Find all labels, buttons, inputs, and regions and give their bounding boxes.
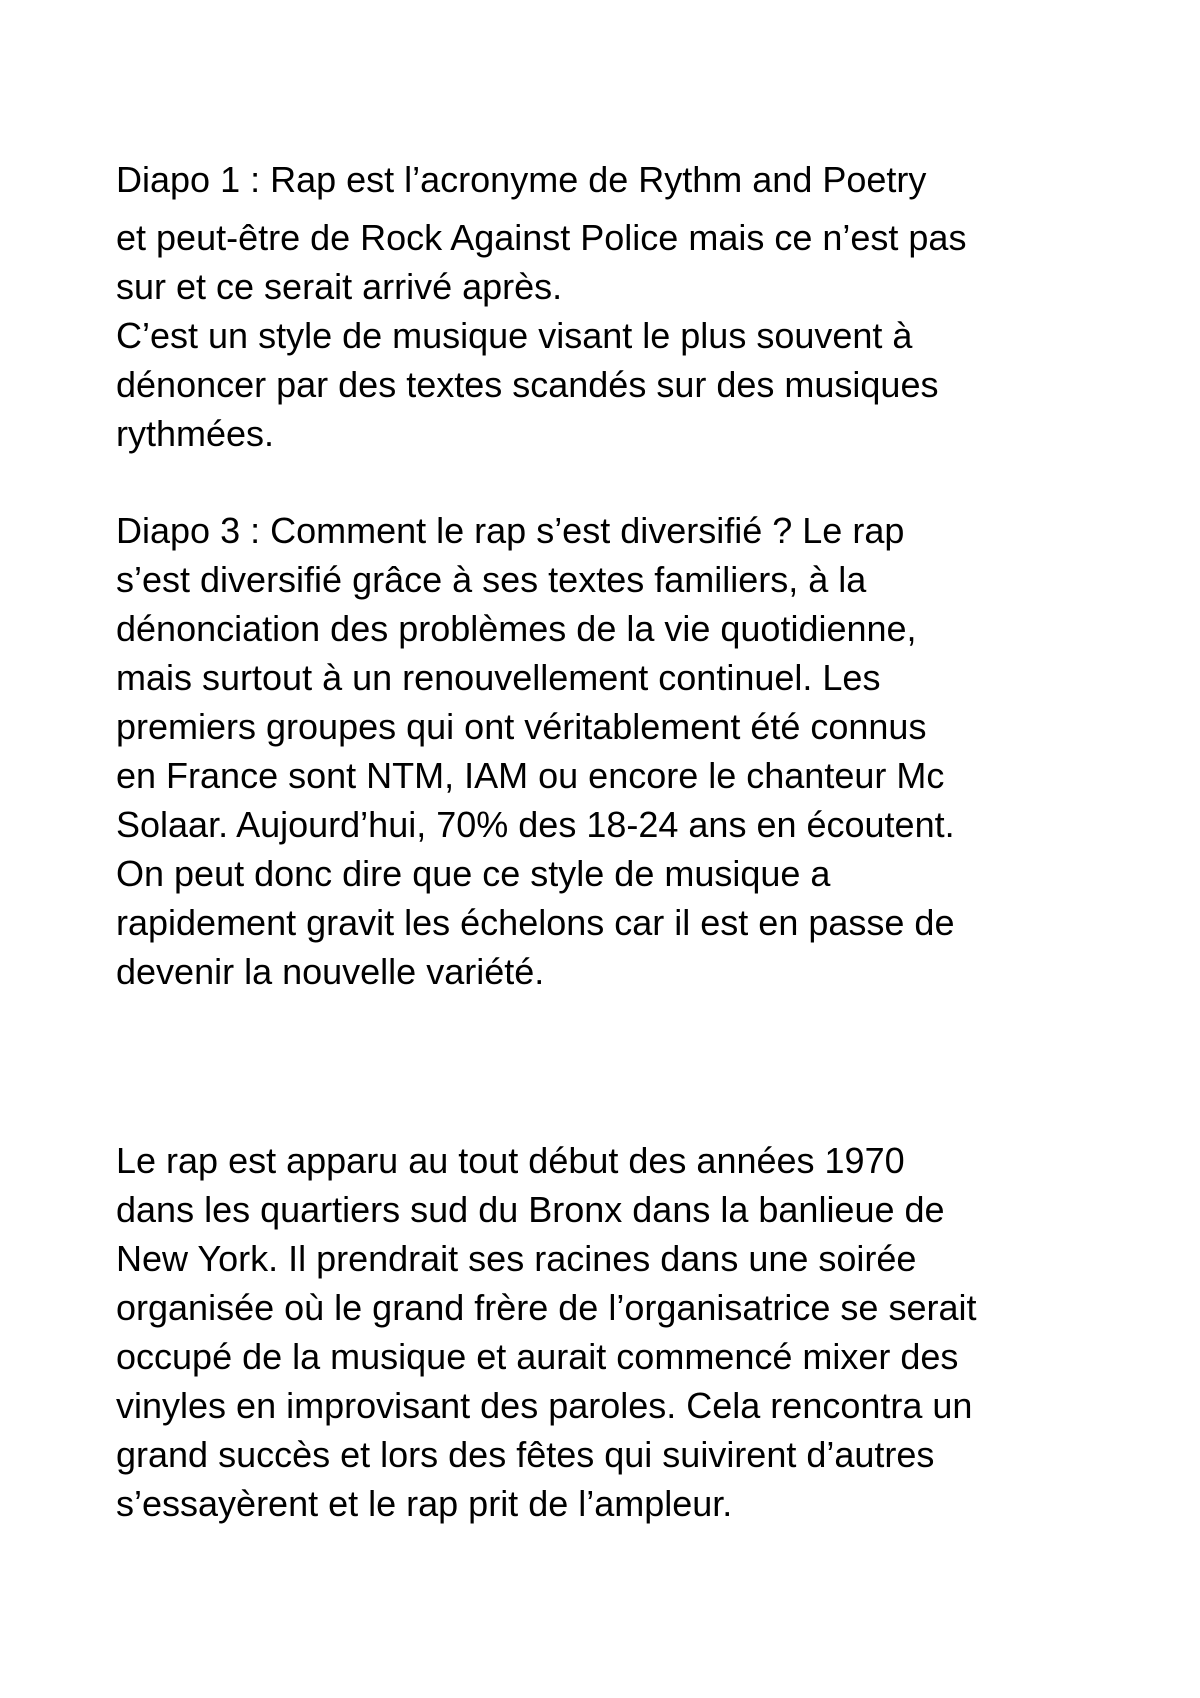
text-line: On peut donc dire que ce style de musique a (116, 853, 831, 894)
text-line: vinyles en improvisant des paroles. Cela rencontra un (116, 1385, 973, 1426)
paragraph-diapo-3 (116, 506, 1116, 996)
text-line: occupé de la musique et aurait commencé mixer des (116, 1336, 959, 1377)
text-line: s’essayèrent et le rap prit de l’ampleur. (116, 1483, 733, 1524)
text-line: organisée où le grand frère de l’organisatrice se serait (116, 1287, 977, 1328)
text-line: rapidement gravit les échelons car il est en passe de (116, 902, 955, 943)
text-line: New York. Il prendrait ses racines dans une soirée (116, 1238, 917, 1279)
text-line: sur et ce serait arrivé après. (116, 266, 563, 307)
text-line: mais surtout à un renouvellement continuel. Les (116, 657, 881, 698)
paragraph-rap-origins (116, 1136, 1116, 1528)
paragraph-diapo-1 (116, 155, 1116, 458)
text-line: et peut-être de Rock Against Police mais ce n’est pas (116, 217, 967, 258)
text-line: premiers groupes qui ont véritablement été connus (116, 706, 927, 747)
text-line: devenir la nouvelle variété. (116, 951, 545, 992)
text-line: Diapo 1 : Rap est l’acronyme de Rythm and Poetry (116, 159, 927, 200)
text-line: C’est un style de musique visant le plus souvent à (116, 315, 913, 356)
text-line: grand succès et lors des fêtes qui suivirent d’autres (116, 1434, 935, 1475)
text-line: dénoncer par des textes scandés sur des musiques (116, 364, 939, 405)
text-line: dans les quartiers sud du Bronx dans la banlieue de (116, 1189, 945, 1230)
text-line: en France sont NTM, IAM ou encore le chanteur Mc (116, 755, 945, 796)
text-line: Diapo 3 : Comment le rap s’est diversifié ? Le rap (116, 510, 905, 551)
text-line: Solaar. Aujourd’hui, 70% des 18-24 ans en écoutent. (116, 804, 955, 845)
text-line: Le rap est apparu au tout début des années 1970 (116, 1140, 905, 1181)
text-line: s’est diversifié grâce à ses textes familiers, à la (116, 559, 867, 600)
text-line: rythmées. (116, 413, 275, 454)
text-line: dénonciation des problèmes de la vie quotidienne, (116, 608, 917, 649)
